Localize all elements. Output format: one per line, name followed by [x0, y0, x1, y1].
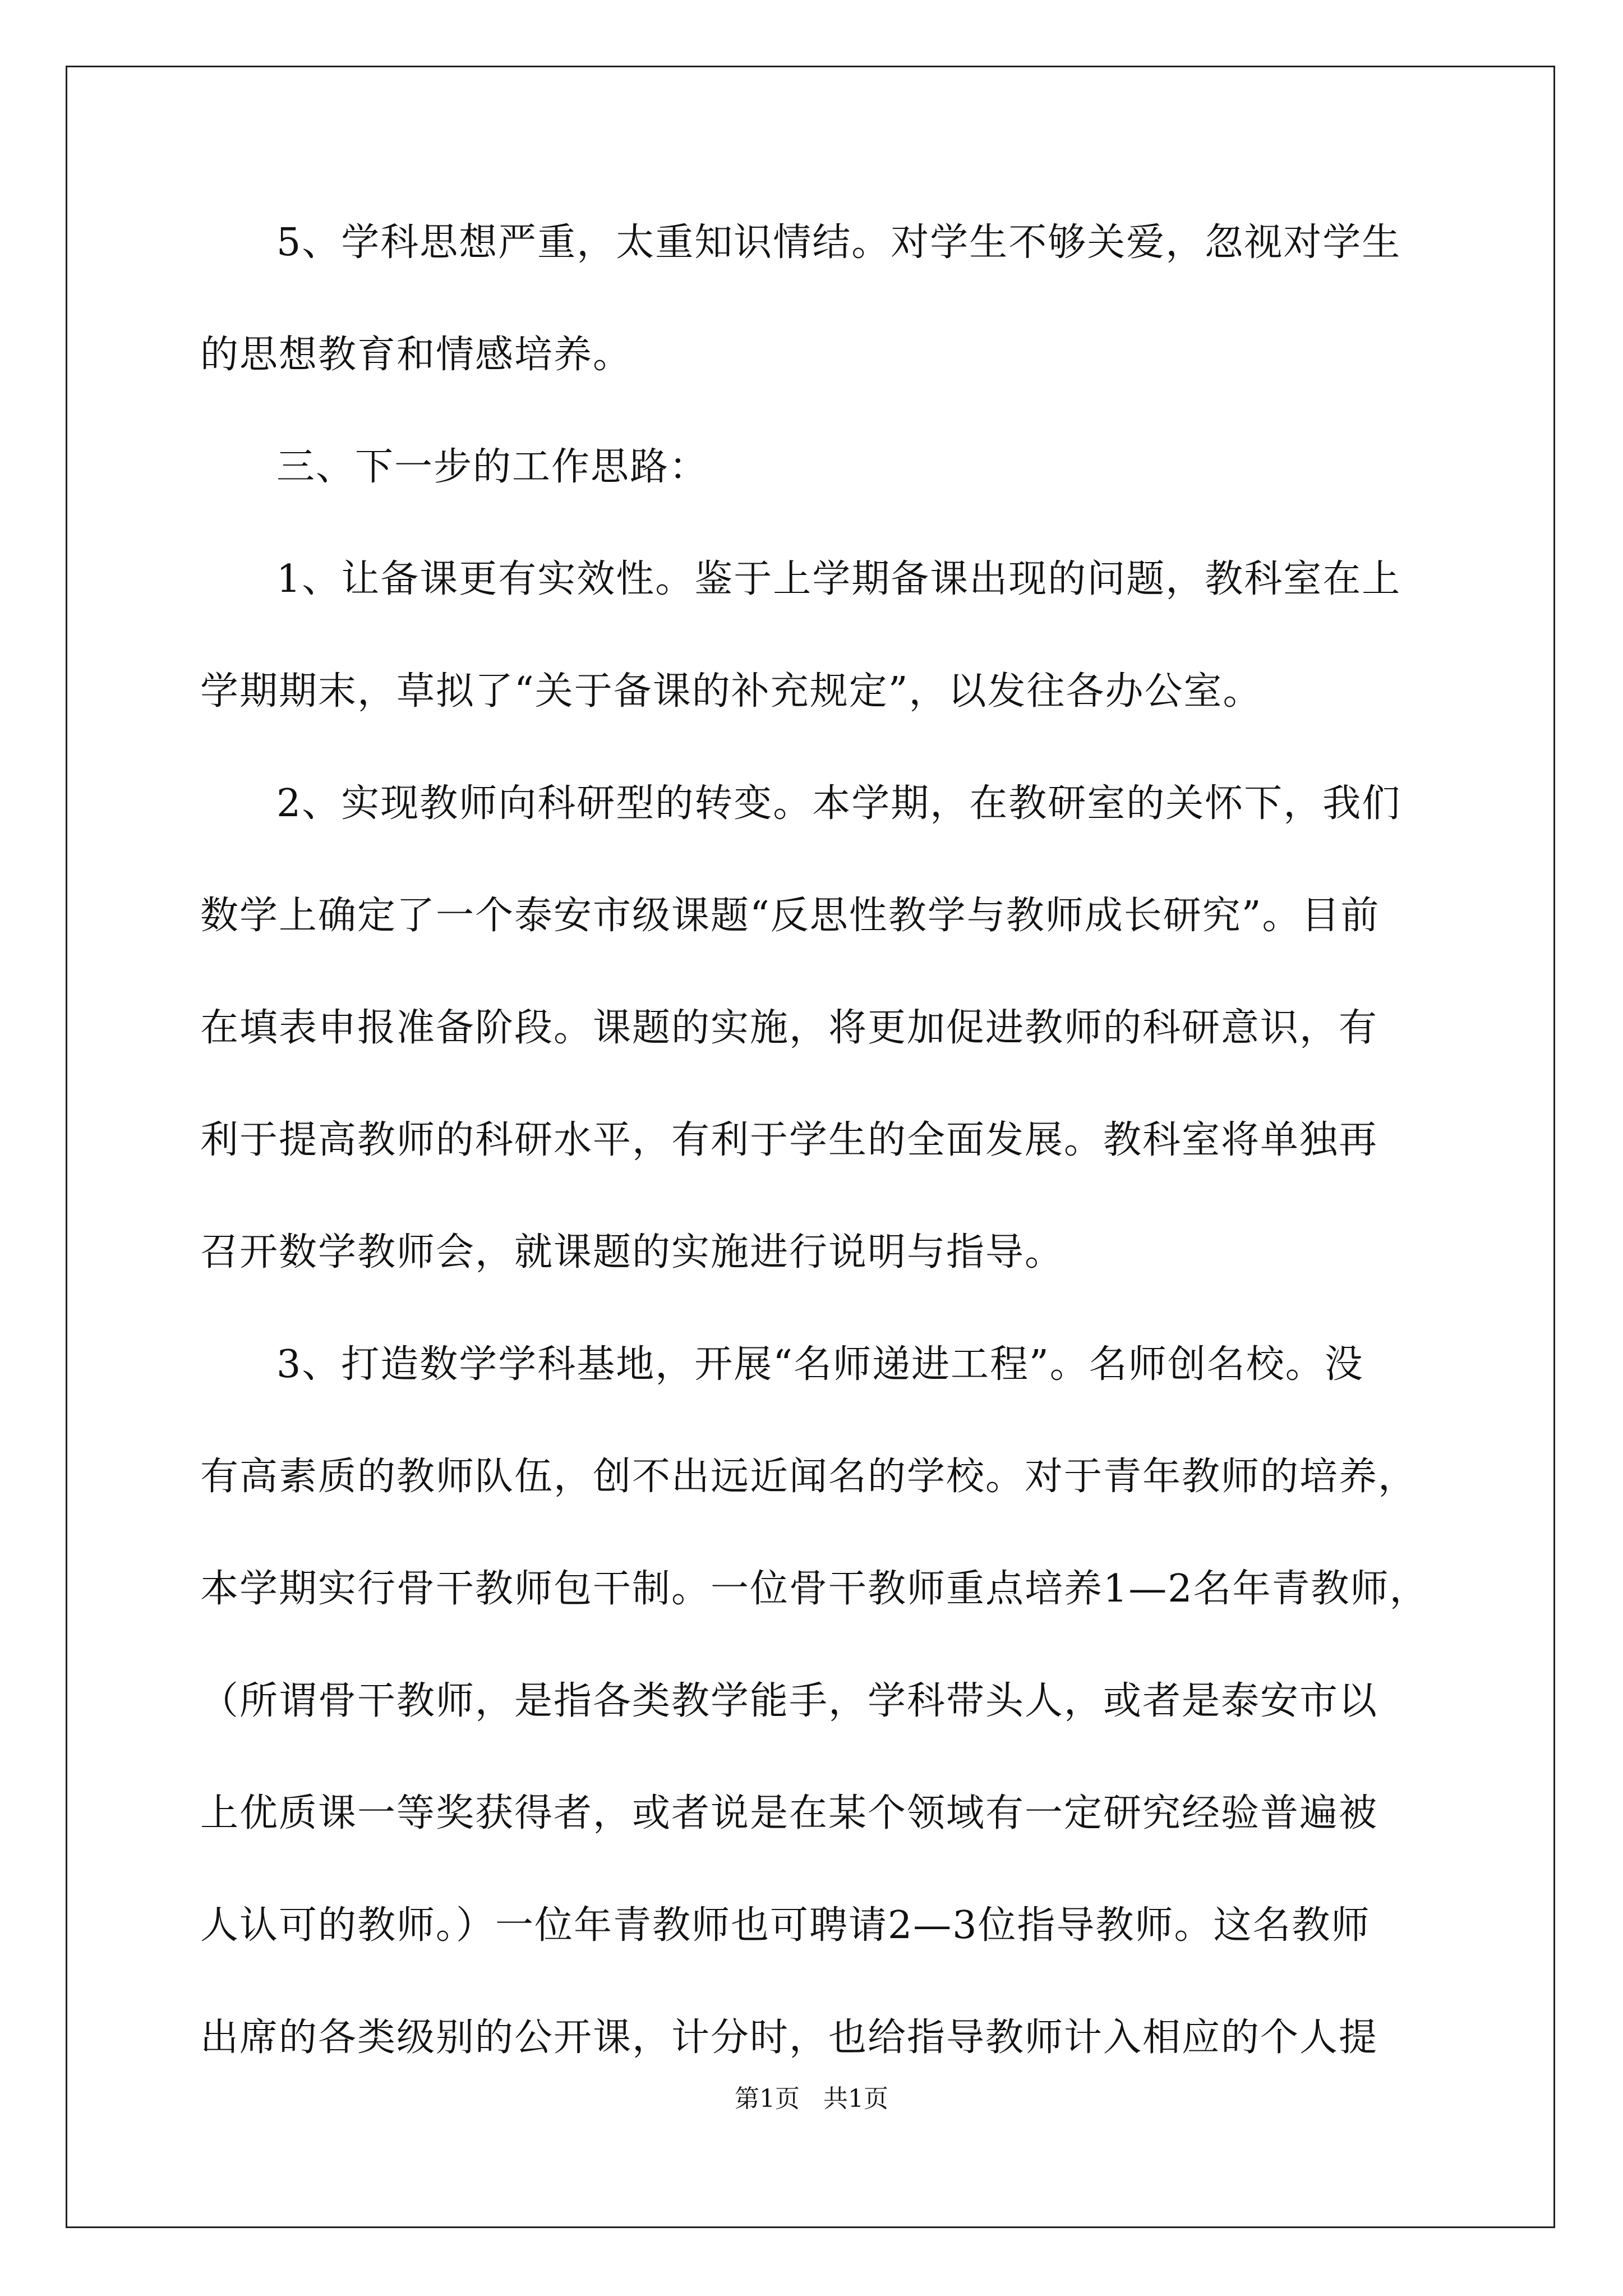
- paragraph-line: 有高素质的教师队伍，创不出远近闻名的学校。对于青年教师的培养，: [200, 1455, 1418, 1499]
- paragraph-line: 出席的各类级别的公开课，计分时，也给指导教师计入相应的个人提: [200, 2016, 1378, 2060]
- paragraph-line: 召开数学教师会，就课题的实施进行说明与指导。: [200, 1230, 1064, 1274]
- paragraph-line: 在填表申报准备阶段。课题的实施，将更加促进教师的科研意识，有: [200, 1006, 1378, 1050]
- paragraph-line: 5、学科思想严重，太重知识情结。对学生不够关爱，忽视对学生: [276, 220, 1401, 265]
- paragraph-line: 学期期末，草拟了“关于备课的补充规定”，以发往各办公室。: [200, 669, 1262, 714]
- paragraph-line: 1、让备课更有实效性。鉴于上学期备课出现的问题，教科室在上: [276, 557, 1401, 601]
- section-heading: 三、下一步的工作思路：: [276, 445, 709, 489]
- paragraph-line: 利于提高教师的科研水平，有利于学生的全面发展。教科室将单独再: [200, 1118, 1378, 1162]
- paragraph-line: 3、打造数学学科基地，开展“名师递进工程”。名师创名校。没: [276, 1342, 1364, 1387]
- paragraph-line: 人认可的教师。）一位年青教师也可聘请2—3位指导教师。这名教师: [200, 1903, 1371, 1948]
- paragraph-line: 上优质课一等奖获得者，或者说是在某个领域有一定研究经验普遍被: [200, 1791, 1378, 1835]
- paragraph-line: 2、实现教师向科研型的转变。本学期，在教研室的关怀下，我们: [276, 781, 1401, 826]
- paragraph-line: 的思想教育和情感培养。: [200, 333, 633, 377]
- page-footer: 第1页 共1页: [735, 2085, 888, 2113]
- paragraph-line: 本学期实行骨干教师包干制。一位骨干教师重点培养1—2名年青教师，: [200, 1567, 1429, 1611]
- paragraph-line: （所谓骨干教师，是指各类教学能手，学科带头人，或者是泰安市以: [200, 1679, 1378, 1723]
- paragraph-line: 数学上确定了一个泰安市级课题“反思性教学与教师成长研究”。目前: [200, 894, 1380, 938]
